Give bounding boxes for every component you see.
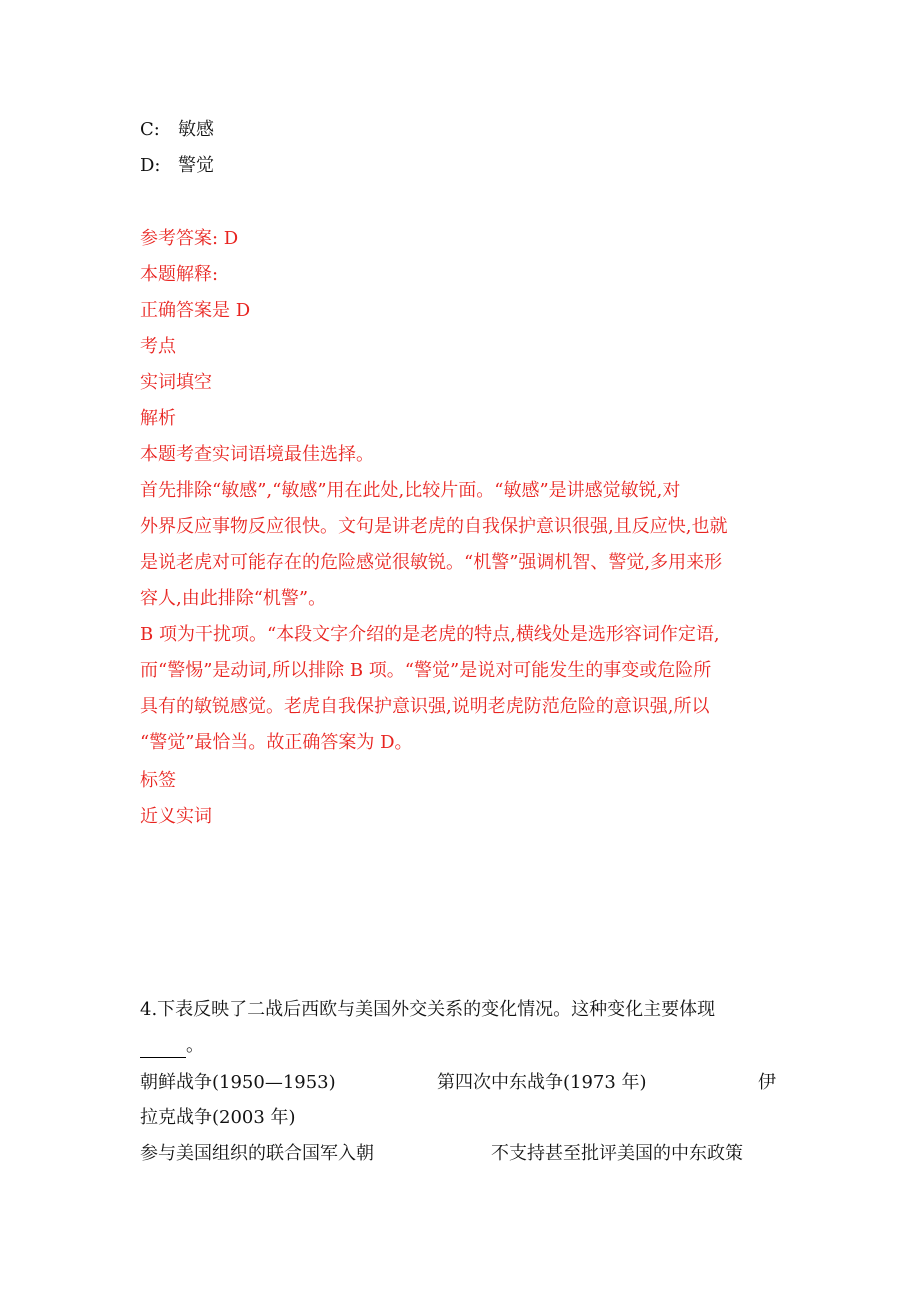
option-c xyxy=(140,118,214,142)
option-c-text: 敏感 xyxy=(178,119,214,140)
analysis-para2-line2: 而“警惕”是动词,所以排除 B 项。“警觉”是说对可能发生的事变或危险所 xyxy=(140,660,712,681)
analysis-para1-line1: 首先排除“敏感”,“敏感”用在此处,比较片面。“敏感”是讲感觉敏锐,对 xyxy=(140,480,681,501)
table-row1-cell1: 朝鲜战争(1950—1953) xyxy=(140,1072,336,1093)
tag-value: 近义实词 xyxy=(140,806,212,827)
question4-stem: 4.下表反映了二战后西欧与美国外交关系的变化情况。这种变化主要体现 xyxy=(140,999,716,1020)
table-row2-cell1: 参与美国组织的联合国军入朝 xyxy=(140,1143,374,1164)
analysis-para1-line3: 是说老虎对可能存在的危险感觉很敏锐。“机警”强调机智、警觉,多用来形 xyxy=(140,552,723,573)
kaodian-label: 考点 xyxy=(140,336,176,357)
option-d-letter: D: xyxy=(140,155,161,176)
analysis-para1-line2: 外界反应事物反应很快。文句是讲老虎的自我保护意识很强,且反应快,也就 xyxy=(140,516,728,537)
table-row2-cell2: 不支持甚至批评美国的中东政策 xyxy=(491,1143,743,1164)
reference-answer: 参考答案: D xyxy=(140,228,239,249)
question4-blank-suffix: 。 xyxy=(186,1035,204,1056)
analysis-intro: 本题考查实词语境最佳选择。 xyxy=(140,444,374,465)
option-c-letter: C: xyxy=(140,119,160,140)
question4-blank-line xyxy=(140,1034,204,1058)
explanation-title: 本题解释: xyxy=(140,264,219,285)
answer-blank xyxy=(140,1039,186,1058)
table-row1-wrap: 拉克战争(2003 年) xyxy=(140,1107,296,1128)
analysis-para1-line4: 容人,由此排除“机警”。 xyxy=(140,588,327,609)
option-d-text: 警觉 xyxy=(178,155,214,176)
table-row1-cell3: 伊 xyxy=(758,1072,776,1093)
analysis-para2-line1: B 项为干扰项。“本段文字介绍的是老虎的特点,横线处是选形容词作定语, xyxy=(140,624,720,645)
table-row1-cell2: 第四次中东战争(1973 年) xyxy=(437,1072,647,1093)
option-d xyxy=(140,154,214,178)
kaodian-value: 实词填空 xyxy=(140,372,212,393)
analysis-para2-line3: 具有的敏锐感觉。老虎自我保护意识强,说明老虎防范危险的意识强,所以 xyxy=(140,696,710,717)
analysis-para2-line4: “警觉”最恰当。故正确答案为 D。 xyxy=(140,732,413,753)
tag-label: 标签 xyxy=(140,770,176,791)
jiexi-label: 解析 xyxy=(140,408,176,429)
correct-answer: 正确答案是 D xyxy=(140,300,251,321)
